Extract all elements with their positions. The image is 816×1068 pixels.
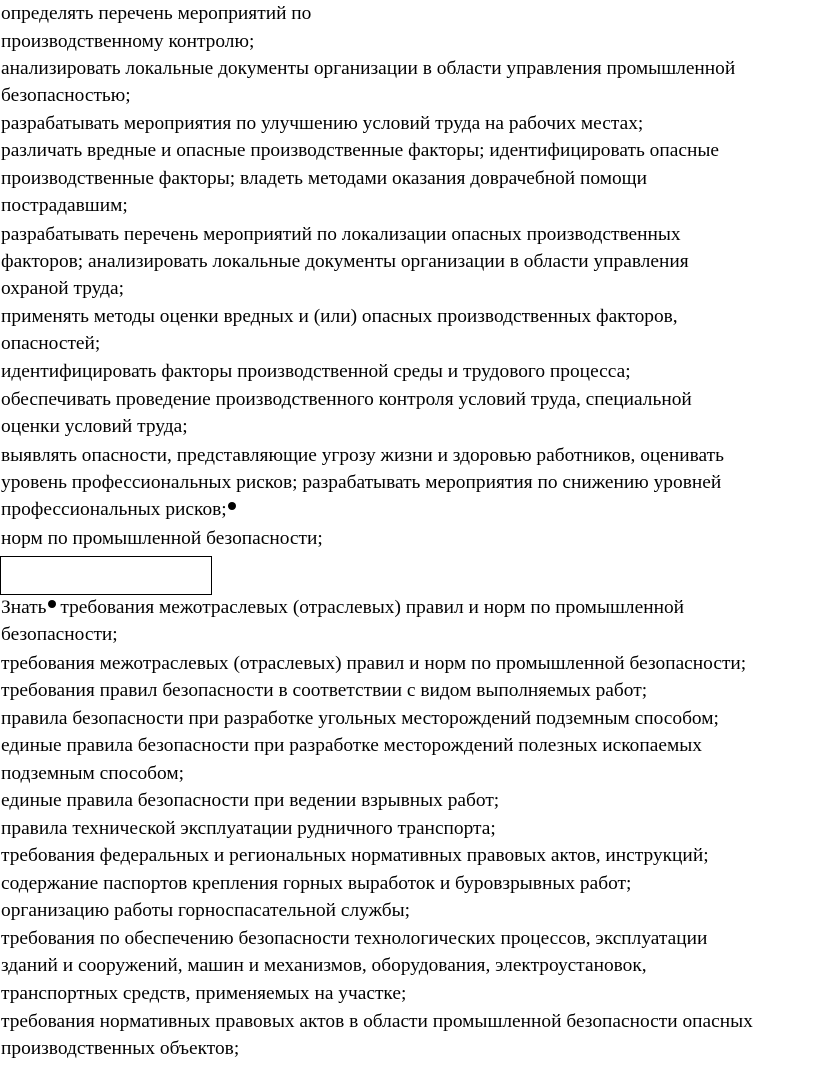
text-line: оценки условий труда; <box>1 416 188 437</box>
text-line: пострадавшим; <box>1 195 128 216</box>
text-line: обеспечивать проведение производственного контроля условий труда, специальной <box>1 389 692 410</box>
empty-box <box>0 556 212 595</box>
text-line: опасностей; <box>1 333 101 354</box>
text-segment: профессиональных рисков; <box>1 499 227 520</box>
text-line: различать вредные и опасные производственные факторы; идентифицировать опасные <box>1 140 719 161</box>
text-line: подземным способом; <box>1 763 184 784</box>
text-line <box>1 595 684 621</box>
bullet-icon <box>48 600 56 608</box>
text-line: идентифицировать факторы производственной среды и трудового процесса; <box>1 361 631 382</box>
text-line: определять перечень мероприятий по <box>1 3 312 24</box>
text-line: охраной труда; <box>1 278 124 299</box>
text-line: разрабатывать мероприятия по улучшению условий труда на рабочих местах; <box>1 113 644 134</box>
text-line: выявлять опасности, представляющие угрозу жизни и здоровью работников, оценивать <box>1 445 724 466</box>
text-line: производственные факторы; владеть методами оказания доврачебной помощи <box>1 168 647 189</box>
text-line: правила технической эксплуатации рудничного транспорта; <box>1 818 496 839</box>
text-line: безопасности; <box>1 624 118 645</box>
text-line: зданий и сооружений, машин и механизмов, оборудования, электроустановок, <box>1 955 647 976</box>
text-line: требования межотраслевых (отраслевых) правил и норм по промышленной безопасности; <box>1 653 747 674</box>
text-line: анализировать локальные документы организации в области управления промышленной <box>1 58 736 79</box>
text-line: транспортных средств, применяемых на участке; <box>1 983 407 1004</box>
text-line: содержание паспортов крепления горных выработок и буровзрывных работ; <box>1 873 632 894</box>
text-line: требования по обеспечению безопасности технологических процессов, эксплуатации <box>1 928 708 949</box>
text-line: факторов; анализировать локальные документы организации в области управления <box>1 251 689 272</box>
text-line: производственному контролю; <box>1 31 255 52</box>
text-line: производственных объектов; <box>1 1038 240 1059</box>
text-line: организацию работы горноспасательной службы; <box>1 900 411 921</box>
section-label: Знать <box>1 597 47 618</box>
text-line: единые правила безопасности при ведении взрывных работ; <box>1 790 500 811</box>
text-line: уровень профессиональных рисков; разрабатывать мероприятия по снижению уровней <box>1 472 722 493</box>
text-line: требования нормативных правовых актов в области промышленной безопасности опасных <box>1 1011 753 1032</box>
bullet-icon <box>228 502 236 510</box>
text-line: безопасностью; <box>1 85 131 106</box>
text-line: требования федеральных и региональных нормативных правовых актов, инструкций; <box>1 845 709 866</box>
text-segment: требования межотраслевых (отраслевых) правил и норм по промышленной <box>55 597 685 618</box>
text-line: применять методы оценки вредных и (или) опасных производственных факторов, <box>1 306 678 327</box>
text-line: единые правила безопасности при разработке месторождений полезных ископаемых <box>1 735 702 756</box>
text-line <box>1 497 236 523</box>
text-line: норм по промышленной безопасности; <box>1 528 323 549</box>
text-line: разрабатывать перечень мероприятий по локализации опасных производственных <box>1 224 681 245</box>
text-line: требования правил безопасности в соответствии с видом выполняемых работ; <box>1 680 648 701</box>
text-line: правила безопасности при разработке угольных месторождений подземным способом; <box>1 708 719 729</box>
